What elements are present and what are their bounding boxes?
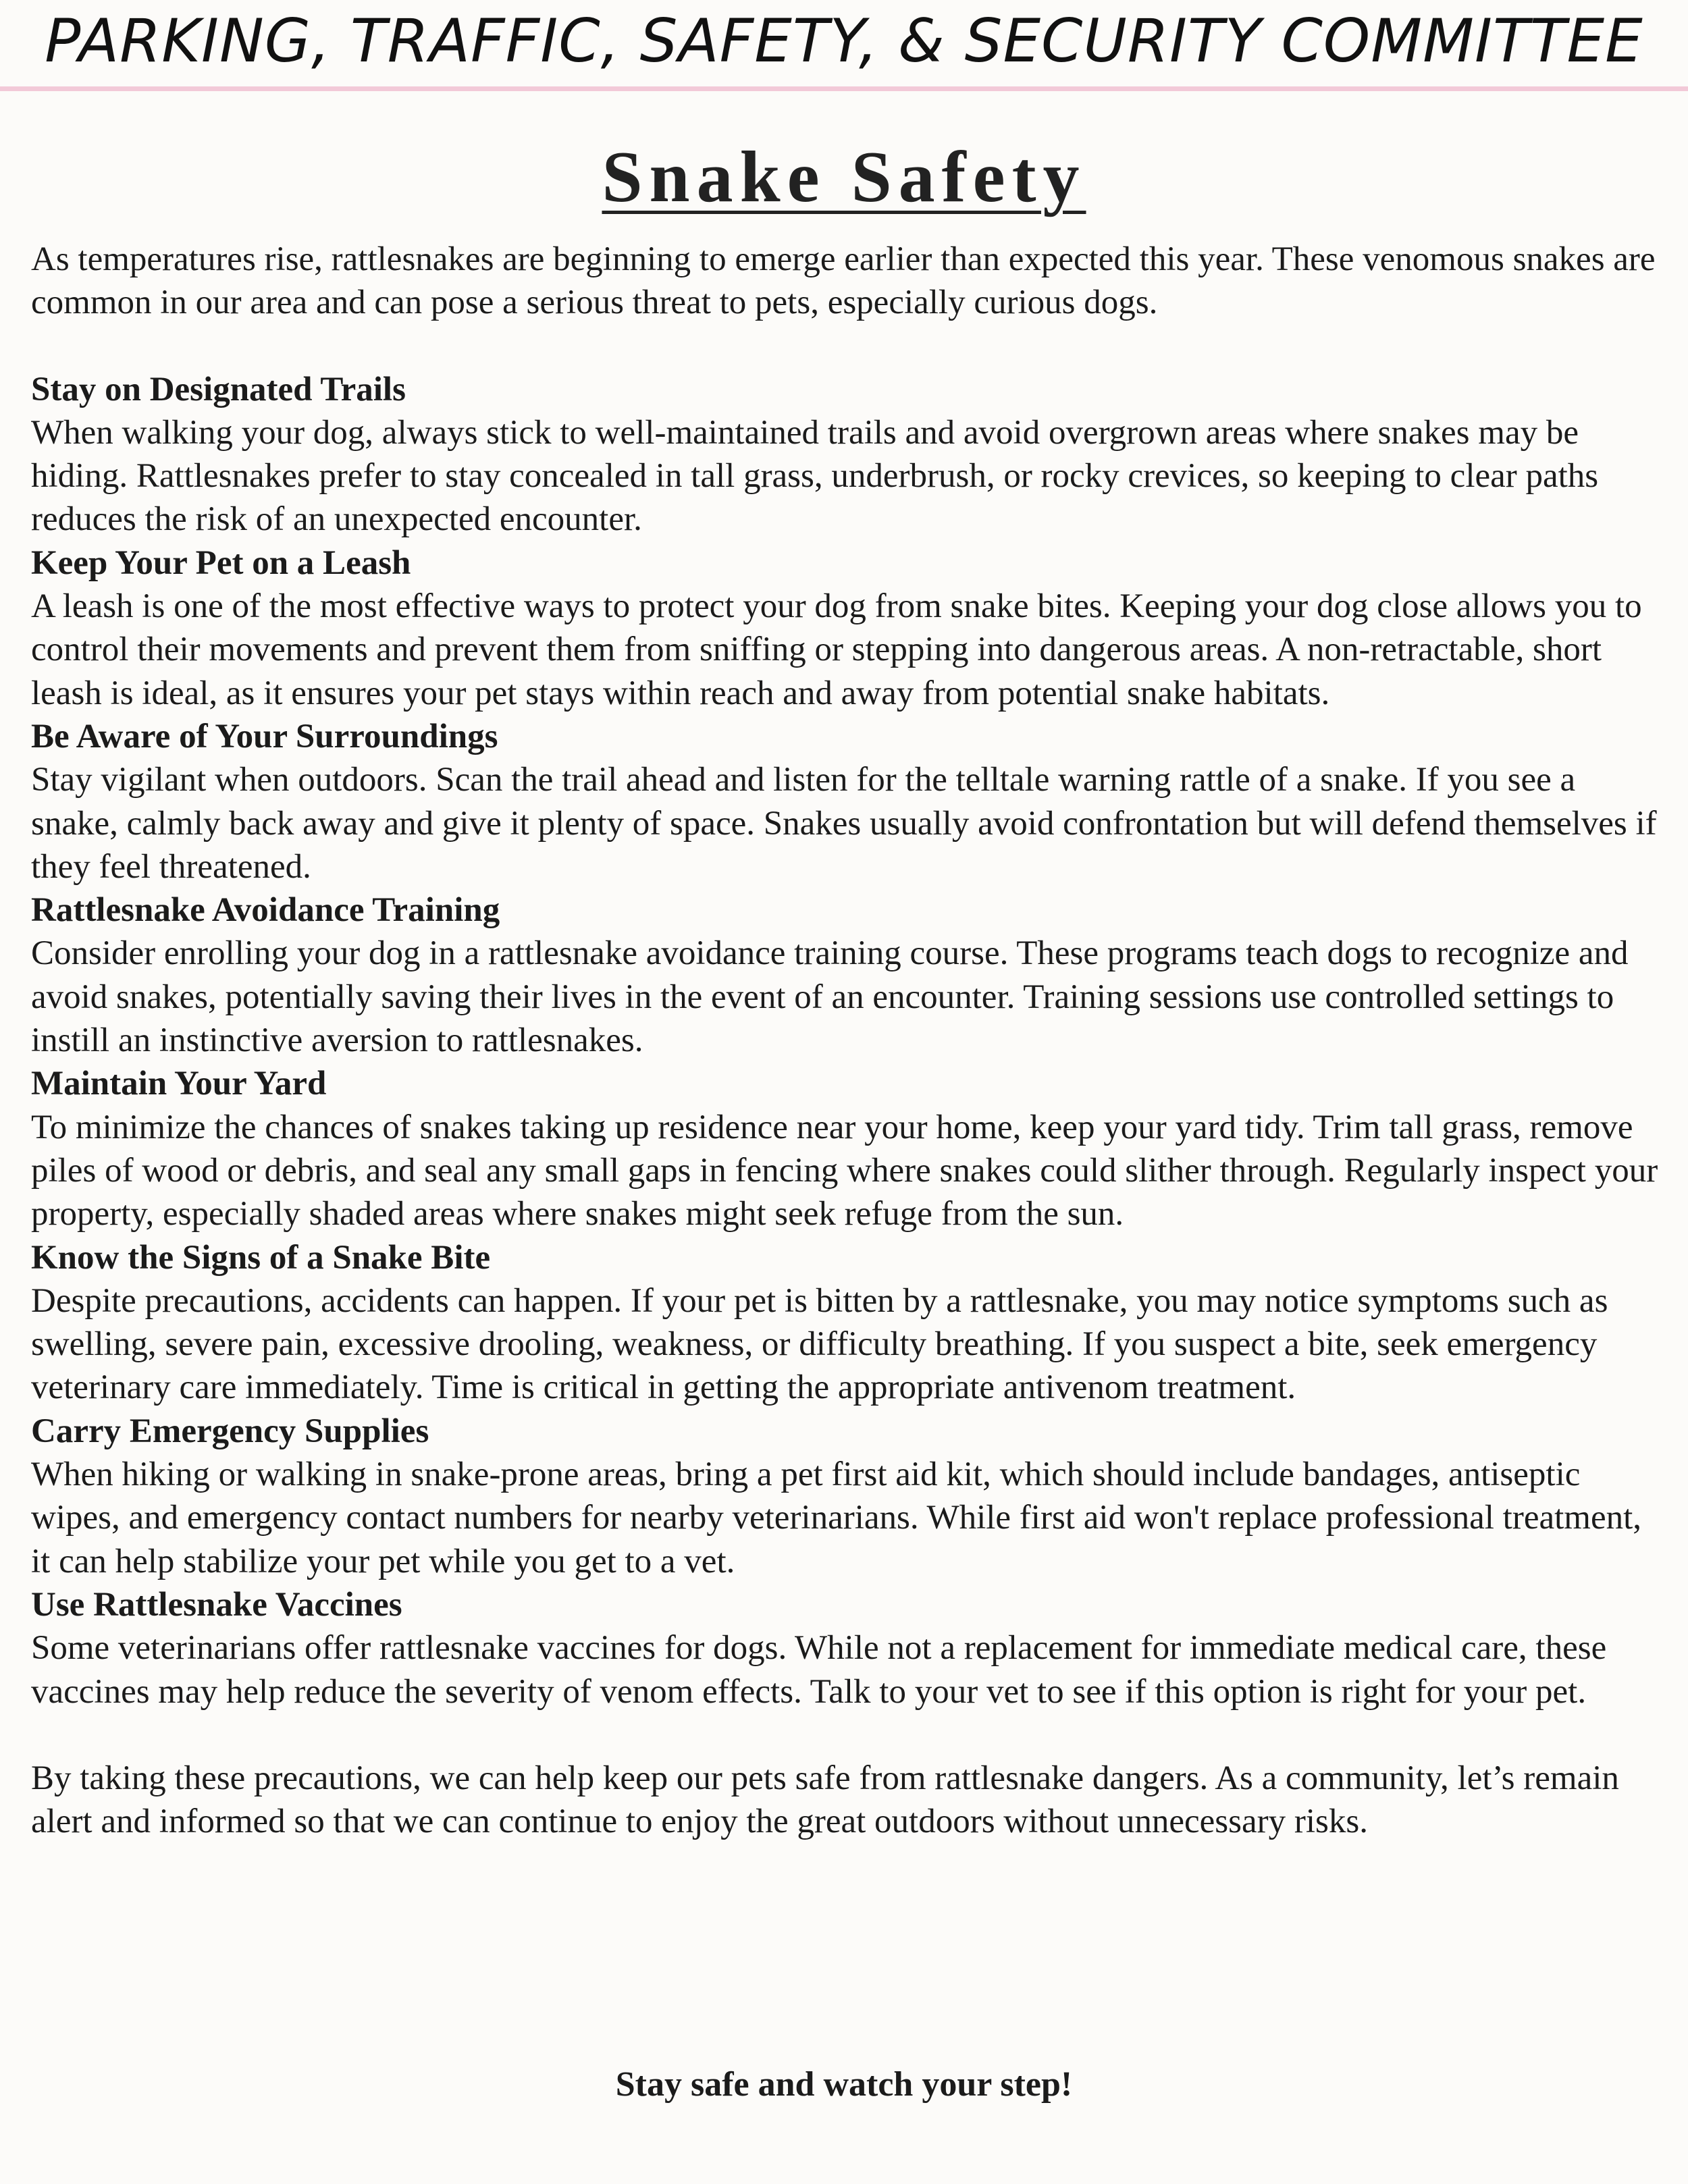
section-body-leash: A leash is one of the most effective ways to protect your dog from snake bites. Keeping your dog close allows you to control their movements and prevent them from sniffing or stepping into dangerous areas. A non-retractable, short leash is ideal, as it ensures your pet stays within reach and away from potential snake habitats. bbox=[31, 587, 1642, 712]
closing-line: Stay safe and watch your step! bbox=[615, 2065, 1073, 2104]
section-body-yard: To minimize the chances of snakes taking up residence near your home, keep your yard tidy. Trim tall grass, remove piles of wood or debris, and seal any small gaps in fencing where snakes could slither through. Regularly inspect your property, especially shaded areas where snakes might seek refuge from the sun. bbox=[31, 1108, 1658, 1233]
paragraph-spacer bbox=[31, 1713, 1658, 1757]
intro-paragraph: As temperatures rise, rattlesnakes are beginning to emerge earlier than expected this year. These venomous snakes are common in our area and can pose a serious threat to pets, especially curious dogs. bbox=[31, 240, 1656, 322]
section-heading-surroundings: Be Aware of Your Surroundings bbox=[31, 717, 498, 755]
article-body bbox=[31, 238, 1658, 1843]
section-heading-bite-signs: Know the Signs of a Snake Bite bbox=[31, 1238, 491, 1277]
article-title-wrap bbox=[0, 134, 1688, 221]
section-body-vaccines: Some veterinarians offer rattlesnake vaccines for dogs. While not a replacement for immediate medical care, these vaccines may help reduce the severity of venom effects. Talk to your vet to see if this option is right for your pet. bbox=[31, 1629, 1607, 1711]
section-body-supplies: When hiking or walking in snake-prone areas, bring a pet first aid kit, which should include bandages, antiseptic wipes, and emergency contact numbers for nearby veterinarians. While first aid won't replace professional treatment, it can help stabilize your pet while you get to a vet. bbox=[31, 1456, 1641, 1580]
section-heading-leash: Keep Your Pet on a Leash bbox=[31, 543, 411, 582]
section-heading-yard: Maintain Your Yard bbox=[31, 1065, 327, 1103]
section-heading-vaccines: Use Rattlesnake Vaccines bbox=[31, 1585, 402, 1624]
section-body-trails: When walking your dog, always stick to well-maintained trails and avoid overgrown areas where snakes may be hiding. Rattlesnakes prefer to stay concealed in tall grass, underbrush, or rocky crevices, so keeping to clear paths reduces the risk of an unexpected encounter. bbox=[31, 413, 1599, 539]
article-title: Snake Safety bbox=[602, 137, 1086, 217]
committee-title: PARKING, TRAFFIC, SAFETY, & SECURITY COMMITTEE bbox=[45, 6, 1643, 76]
section-body-surroundings: Stay vigilant when outdoors. Scan the trail ahead and listen for the telltale warning rattle of a snake. If you see a snake, calmly back away and give it plenty of space. Snakes usually avoid confrontation but will defend themselves if they feel threatened. bbox=[31, 761, 1657, 886]
section-body-training: Consider enrolling your dog in a rattlesnake avoidance training course. These programs teach dogs to recognize and avoid snakes, potentially saving their lives in the event of an encounter. Training sessions use controlled settings to instill an instinctive aversion to rattlesnakes. bbox=[31, 934, 1629, 1060]
header-divider bbox=[0, 86, 1688, 91]
page-header bbox=[0, 0, 1688, 90]
section-heading-training: Rattlesnake Avoidance Training bbox=[31, 891, 500, 930]
section-heading-supplies: Carry Emergency Supplies bbox=[31, 1412, 429, 1450]
section-body-bite-signs: Despite precautions, accidents can happen. If your pet is bitten by a rattlesnake, you may notice symptoms such as swelling, severe pain, excessive drooling, weakness, or difficulty breathing. If you suspect a bite, seek emergency veterinary care immediately. Time is critical in getting the appropriate antivenom treatment. bbox=[31, 1281, 1608, 1407]
section-heading-trails: Stay on Designated Trails bbox=[31, 370, 406, 408]
conclusion-paragraph: By taking these precautions, we can help keep our pets safe from rattlesnake dangers. As a community, let’s remain alert and informed so that we can continue to enjoy the great outdoors without unnecessary risks. bbox=[31, 1759, 1619, 1841]
paragraph-spacer bbox=[31, 325, 1658, 368]
